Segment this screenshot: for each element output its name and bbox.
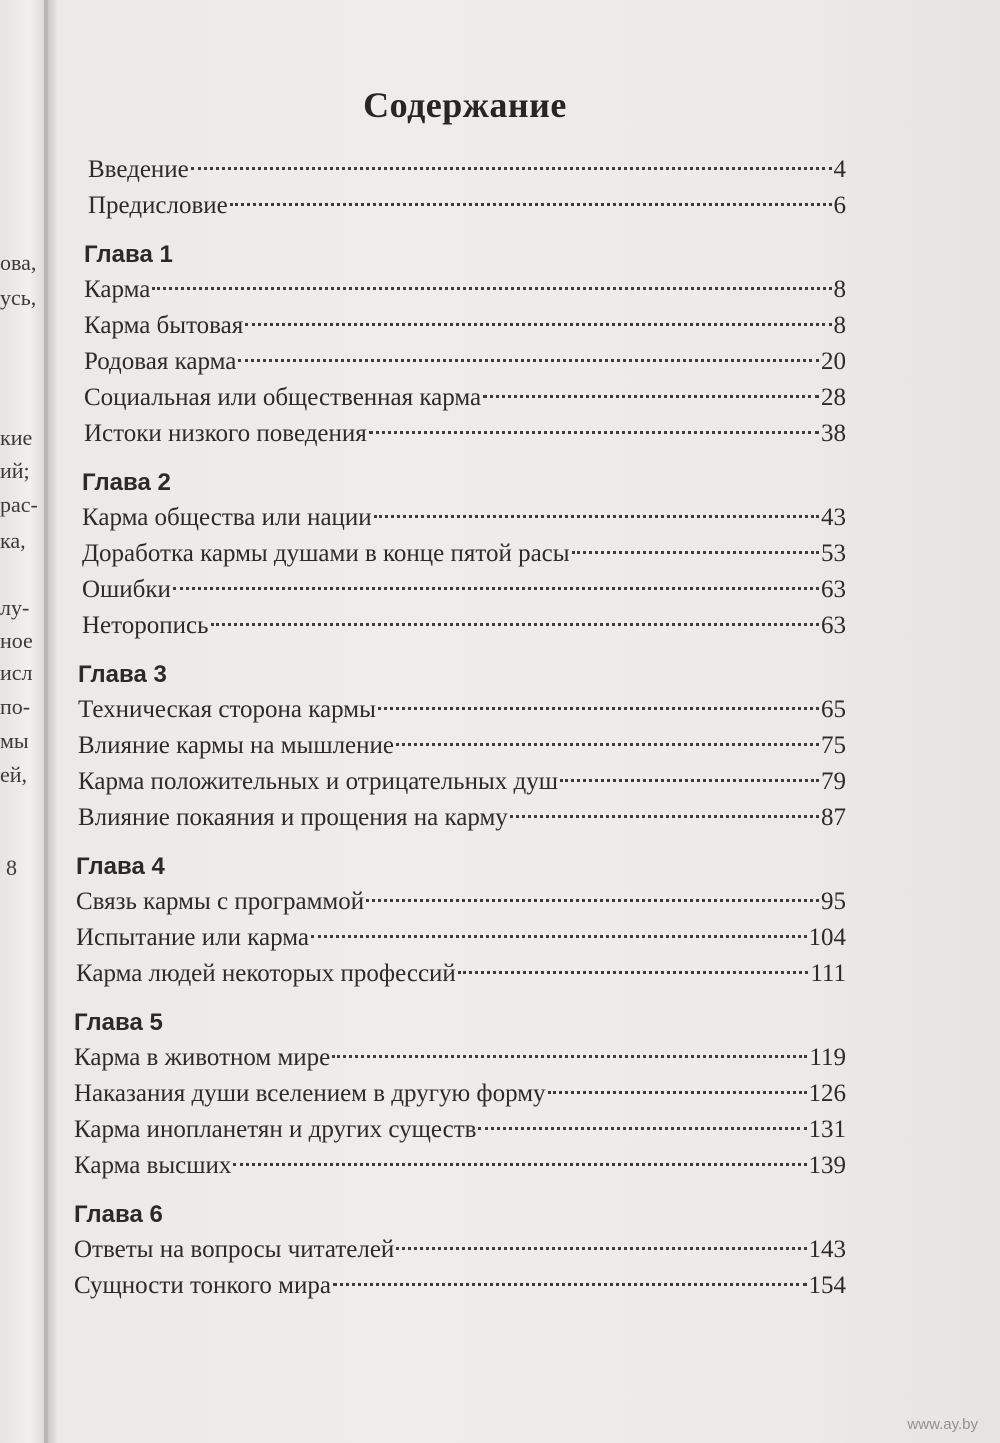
chapter-section (74, 238, 846, 452)
binding-shadow (44, 0, 58, 1443)
left-page-edge (0, 0, 48, 1443)
dot-leader (374, 515, 819, 518)
chapter-heading: Глава 5 (74, 1009, 163, 1036)
dot-leader (458, 971, 809, 974)
entry-page-number: 20 (821, 348, 846, 375)
entry-page-number: 38 (821, 420, 846, 447)
toc-entry (76, 920, 846, 956)
dot-leader (311, 935, 807, 938)
chapter-heading: Глава 3 (78, 661, 167, 688)
chapter-section (74, 1006, 846, 1184)
dot-leader (369, 431, 819, 434)
entry-title: Влияние покаяния и прощения на карму (78, 804, 508, 831)
toc-entry (88, 188, 846, 224)
toc-entry (82, 500, 846, 536)
entry-page-number: 139 (808, 1152, 846, 1179)
dot-leader (548, 1091, 807, 1094)
entry-page-number: 87 (821, 804, 846, 831)
dot-leader (510, 815, 819, 818)
toc-entry (84, 308, 846, 344)
entry-title: Влияние кармы на мышление (78, 732, 395, 759)
left-page-text-fragment: ей, (0, 762, 28, 787)
entry-page-number: 131 (808, 1116, 846, 1143)
dot-leader (366, 899, 819, 902)
entry-title: Истоки низкого поведения (84, 420, 367, 447)
entry-title: Карма в животном мире (74, 1044, 331, 1071)
entry-title: Предисловие (88, 192, 228, 219)
entry-page-number: 8 (833, 312, 846, 339)
dot-leader (483, 395, 819, 398)
dot-leader (238, 359, 819, 362)
toc-entry (74, 1076, 846, 1112)
left-page-text-fragment: усь, (0, 285, 37, 310)
toc-entry (84, 416, 846, 452)
entry-page-number: 4 (833, 156, 846, 183)
toc-entry (78, 728, 846, 764)
dot-leader (245, 323, 831, 326)
page-title: Содержание (363, 85, 567, 125)
left-page-text-fragment: по- (0, 694, 31, 719)
entry-page-number: 104 (808, 924, 846, 951)
dot-leader (560, 779, 819, 782)
left-page-text-fragment: исл (0, 660, 33, 685)
entry-title: Карма положительных и отрицательных душ (78, 768, 558, 795)
toc-entry (84, 380, 846, 416)
entry-title: Карма бытовая (84, 312, 244, 339)
entry-page-number: 63 (821, 576, 846, 603)
entry-title: Сущности тонкого мира (74, 1272, 331, 1299)
toc-entry (78, 764, 846, 800)
dot-leader (230, 203, 832, 206)
entry-page-number: 8 (833, 276, 846, 303)
left-page-text-fragment: рас- (0, 492, 38, 517)
entry-page-number: 43 (821, 504, 846, 531)
entry-title: Техническая сторона кармы (78, 696, 376, 723)
entry-title: Родовая карма (84, 348, 237, 375)
dot-leader (396, 743, 819, 746)
entry-page-number: 75 (821, 732, 846, 759)
entry-page-number: 143 (808, 1236, 846, 1263)
entry-title: Доработка кармы душами в конце пятой расы (82, 540, 570, 567)
entry-title: Испытание или карма (76, 924, 309, 951)
entry-page-number: 119 (809, 1044, 846, 1071)
chapter-heading: Глава 4 (76, 853, 165, 880)
entry-title: Неторопись (82, 612, 209, 639)
entry-title: Наказания души вселением в другую форму (74, 1080, 546, 1107)
chapter-heading: Глава 6 (74, 1201, 163, 1228)
entry-title: Карма инопланетян и других существ (74, 1116, 477, 1143)
dot-leader (378, 707, 819, 710)
left-page-text-fragment: ка, (0, 528, 26, 553)
left-page-text-fragment: кие (0, 425, 33, 450)
left-page-text-fragment: 8 (6, 855, 17, 880)
chapter-heading: Глава 2 (82, 469, 171, 496)
dot-leader (396, 1247, 806, 1250)
dot-leader (152, 287, 831, 290)
entry-title: Связь кармы с программой (76, 888, 365, 915)
dot-leader (332, 1055, 807, 1058)
toc-entry (74, 1232, 846, 1268)
toc-entry (74, 1268, 846, 1304)
left-page-text-fragment: ий; (0, 458, 30, 483)
toc-entry (76, 956, 846, 992)
left-page-text-fragment: лу- (0, 595, 30, 620)
entry-title: Социальная или общественная карма (84, 384, 482, 411)
entry-page-number: 65 (821, 696, 846, 723)
toc-entry (78, 800, 846, 836)
chapter-section (74, 1198, 846, 1304)
toc-entry (82, 536, 846, 572)
toc-entry (74, 1040, 846, 1076)
toc-entry (84, 272, 846, 308)
dot-leader (333, 1283, 807, 1286)
dot-leader (191, 167, 832, 170)
chapter-section (74, 466, 846, 644)
toc-entry (78, 692, 846, 728)
chapter-section (74, 850, 846, 992)
left-page-text-fragment: ное (0, 628, 33, 653)
toc-entry (82, 608, 846, 644)
entry-page-number: 53 (821, 540, 846, 567)
dot-leader (572, 551, 819, 554)
left-page-text-fragment: мы (0, 728, 29, 753)
table-of-contents (74, 152, 846, 1304)
entry-page-number: 126 (808, 1080, 846, 1107)
entry-page-number: 154 (808, 1272, 846, 1299)
dot-leader (233, 1163, 806, 1166)
entry-page-number: 95 (821, 888, 846, 915)
entry-page-number: 6 (833, 192, 846, 219)
entry-page-number: 79 (821, 768, 846, 795)
toc-entry (74, 1148, 846, 1184)
watermark: www.ay.by (907, 1416, 978, 1433)
entry-page-number: 63 (821, 612, 846, 639)
entry-title: Карма (84, 276, 151, 303)
entry-title: Ответы на вопросы читателей (74, 1236, 395, 1263)
dot-leader (478, 1127, 806, 1130)
toc-entry (88, 152, 846, 188)
chapter-heading: Глава 1 (84, 241, 173, 268)
dot-leader (211, 623, 819, 626)
entry-title: Ошибки (82, 576, 171, 603)
chapter-section (74, 658, 846, 836)
left-page-text-fragment: ова, (0, 250, 37, 275)
toc-entry (74, 1112, 846, 1148)
dot-leader (173, 587, 819, 590)
entry-title: Карма общества или нации (82, 504, 372, 531)
entry-page-number: 28 (821, 384, 846, 411)
entry-title: Введение (88, 156, 189, 183)
toc-entry (76, 884, 846, 920)
toc-entry (84, 344, 846, 380)
entry-title: Карма высших (74, 1152, 232, 1179)
toc-entry (82, 572, 846, 608)
entry-page-number: 111 (810, 960, 846, 987)
entry-title: Карма людей некоторых профессий (76, 960, 456, 987)
